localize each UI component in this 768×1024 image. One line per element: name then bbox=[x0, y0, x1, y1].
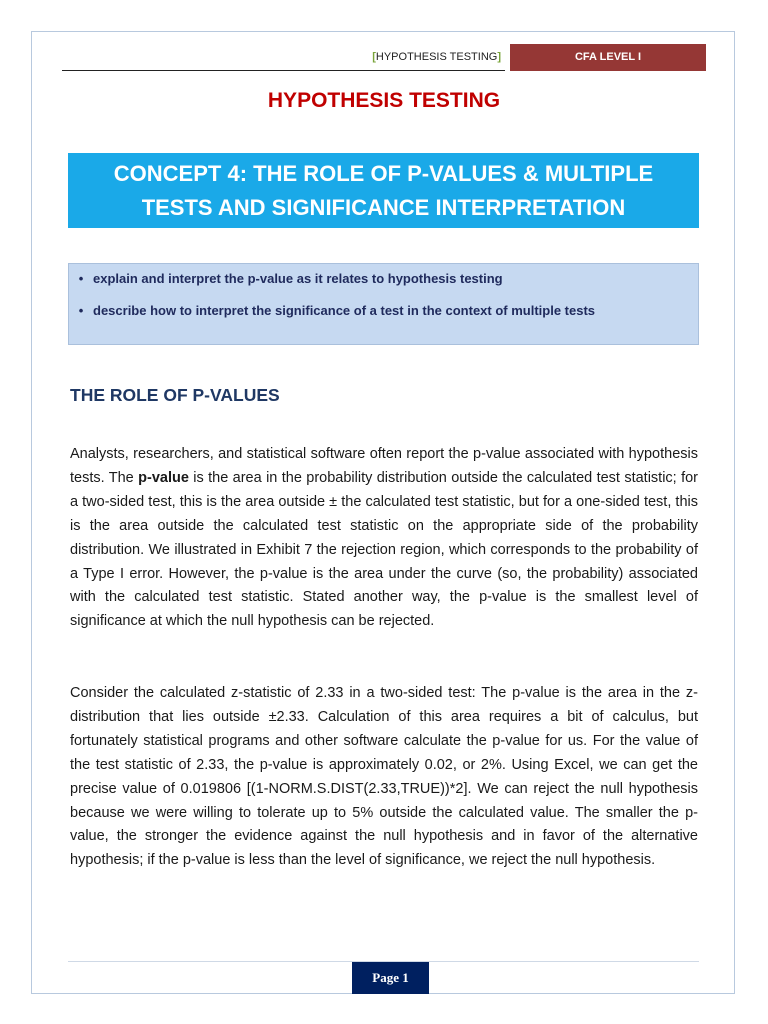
concept-title-line-1: CONCEPT 4: THE ROLE OF P-VALUES & MULTIPLE bbox=[113, 161, 654, 186]
term-bold: p-value bbox=[138, 469, 189, 486]
header-bracket-close: ] bbox=[497, 51, 501, 63]
objective-item bbox=[69, 299, 698, 323]
paragraph-text: is the area in the probability distribution outside the calculated test statistic; for a two-sided test, this is the area outside ± the calculated test statistic, but for a one-sided test, this is the area outside the calculated test statistic on the appropriate side of the probability distribution. We illustrated in Exhibit 7 the rejection region, which corresponds to the probability of a Type I error. However, the p-value is the area under the curve (so, the probability) associated with the calculated test statistic. Stated another way, the p-value is the smallest level of significance at which the null hypothesis can be rejected. bbox=[70, 469, 698, 630]
concept-banner bbox=[68, 153, 699, 228]
section-heading: THE ROLE OF P-VALUES bbox=[70, 385, 280, 405]
header-section-text: HYPOTHESIS TESTING bbox=[375, 51, 498, 63]
paragraph-p-value-definition bbox=[70, 443, 698, 634]
concept-title-line-2: TESTS AND SIGNIFICANCE INTERPRETATION bbox=[141, 195, 626, 220]
learning-objectives-box bbox=[68, 263, 699, 345]
objective-text: describe how to interpret the significance of a test in the context of multiple tests bbox=[93, 303, 596, 318]
document-title: HYPOTHESIS TESTING bbox=[267, 89, 501, 112]
bullet-icon: • bbox=[78, 271, 84, 286]
paragraph-z-statistic-example: Consider the calculated z-statistic of 2.33 in a two-sided test: The p-value is the area in the z-distribution that lies outside ±2.33. Calculation of this area requires a bit of calculus, but fortunately statistical programs and other software calculate the p-value for us. For the value of the test statistic of 2.33, the p-value is approximately 0.02, or 2%. Using Excel, we can get the precise value of 0.019806 [(1-NORM.S.DIST(2.33,TRUE))*2]. We can reject the null hypothesis because we were willing to tolerate up to 5% outside the calculated value. The smaller the p-value, the stronger the evidence against the null hypothesis and in favor of the alternative hypothesis; if the p-value is less than the level of significance, we reject the null hypothesis. bbox=[70, 685, 698, 869]
objective-text: explain and interpret the p-value as it relates to hypothesis testing bbox=[93, 271, 503, 286]
page-number-badge: Page 1 bbox=[352, 962, 429, 994]
header-bracket-open: [ bbox=[372, 51, 376, 63]
header-level-badge: CFA LEVEL I bbox=[510, 44, 706, 71]
objective-item bbox=[69, 267, 698, 291]
header-section-label bbox=[62, 44, 505, 71]
paragraph-text: Analysts, researchers, and statistical software often report the p-value associated with hypothesis tests. The bbox=[70, 446, 698, 486]
bullet-icon: • bbox=[78, 303, 84, 318]
